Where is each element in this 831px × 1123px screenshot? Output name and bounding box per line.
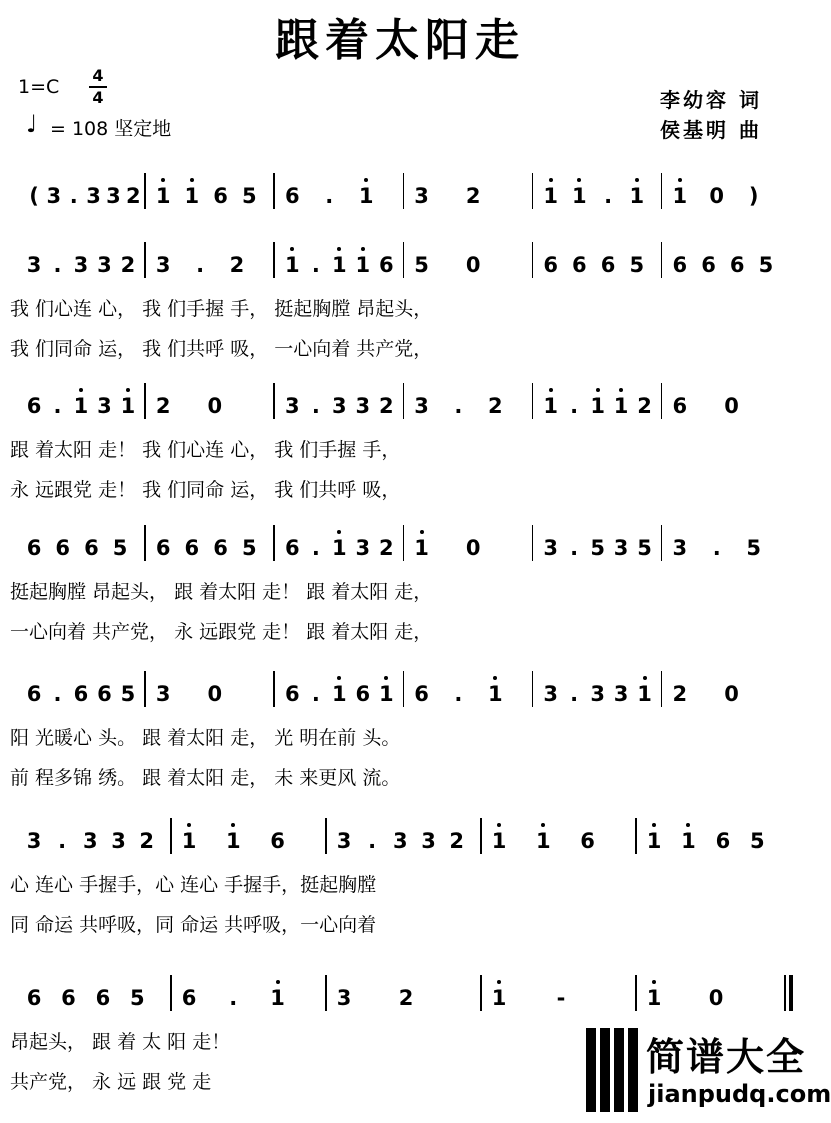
score-note: 0 (207, 682, 223, 706)
score-note: 6 (580, 829, 595, 853)
bar-line (532, 671, 534, 707)
score-note: 3 (393, 829, 408, 853)
score-note: 6 (26, 536, 42, 560)
score-note: 6 (378, 253, 394, 277)
score-note: 6 (95, 986, 111, 1010)
bar-line (480, 975, 482, 1011)
score-note: 2 (126, 184, 141, 208)
score-note: 3 (106, 184, 121, 208)
bar-line (273, 383, 275, 419)
score-note: 1 (629, 184, 645, 208)
score-note: 5 (758, 253, 774, 277)
lyricist-credit: 李幼容 词 (660, 88, 762, 112)
score-note: 5 (746, 536, 761, 560)
score-note: 2 (120, 253, 136, 277)
score-note: 6 (61, 986, 76, 1010)
score-note: 6 (270, 829, 285, 853)
score-note: 1 (543, 184, 558, 208)
score-note: 6 (97, 682, 112, 706)
score-note: 6 (55, 536, 71, 560)
score-note: 0 (465, 253, 481, 277)
score-note: 3 (590, 682, 605, 706)
final-bar-line (784, 975, 786, 1011)
score-note: . (53, 394, 62, 418)
bar-line (325, 975, 327, 1011)
song-title: 跟着太阳走 (275, 15, 525, 66)
tempo-marking: = 108 坚定地 (50, 118, 172, 140)
score-note: 6 (355, 682, 371, 706)
piano-key-icon (600, 1028, 610, 1112)
score-note: 5 (629, 253, 645, 277)
score-note: 1 (184, 184, 200, 208)
high-octave-dot (549, 388, 553, 392)
score-note: 0 (207, 394, 223, 418)
score-note: 1 (487, 682, 503, 706)
lyric-line: 一心向着 共产党， 永 远跟党 走！ 跟 着太阳 走， (10, 621, 433, 643)
score-note: 3 (331, 394, 347, 418)
score-note: 1 (491, 986, 507, 1010)
high-octave-dot (231, 823, 235, 827)
score-note: 3 (285, 394, 300, 418)
score-note: . (196, 253, 205, 277)
score-note: 1 (120, 394, 136, 418)
score-note: 2 (378, 394, 394, 418)
bar-line (635, 818, 637, 854)
score-note: . (69, 184, 78, 208)
score-note: 5 (590, 536, 605, 560)
score-note: 6 (84, 536, 99, 560)
lyric-line: 阳 光暖心 头。 跟 着太阳 走， 光 明在前 头。 (10, 727, 401, 749)
score-note: . (311, 253, 320, 277)
bar-line (532, 525, 534, 561)
score-note: 6 (414, 682, 429, 706)
score-note: 1 (613, 394, 629, 418)
bar-line (532, 242, 534, 278)
score-note: . (454, 682, 463, 706)
score-note: - (556, 986, 566, 1010)
score-note: . (53, 253, 62, 277)
bar-line (144, 173, 146, 209)
score-note: 6 (213, 184, 228, 208)
lyric-line: 我 们心连 心， 我 们手握 手， 挺起胸膛 昂起头， (10, 298, 433, 320)
high-octave-dot (290, 247, 294, 251)
score-note: 5 (241, 536, 257, 560)
score-note: 3 (613, 536, 629, 560)
score-note: 6 (715, 829, 731, 853)
bar-line (325, 818, 327, 854)
score-note: 2 (465, 184, 481, 208)
score-note: 1 (637, 682, 652, 706)
high-octave-dot (364, 178, 368, 182)
bar-line (403, 671, 405, 707)
score-note: . (311, 682, 320, 706)
score-note: 6 (543, 253, 558, 277)
bar-line (273, 525, 275, 561)
score-note: 1 (646, 829, 662, 853)
score-note: 5 (112, 536, 128, 560)
bar-line (144, 383, 146, 419)
score-note: 3 (26, 253, 42, 277)
high-octave-dot (361, 247, 365, 251)
score-note: 1 (73, 394, 89, 418)
score-note: . (604, 184, 613, 208)
score-note: 2 (487, 394, 503, 418)
bar-line (480, 818, 482, 854)
score-note: 1 (331, 682, 347, 706)
bar-line (661, 383, 663, 419)
score-note: 1 (543, 394, 558, 418)
score-note: 6 (672, 394, 688, 418)
score-note: 3 (336, 829, 352, 853)
bar-line (273, 242, 275, 278)
bar-line (273, 671, 275, 707)
score-note: 2 (229, 253, 245, 277)
score-note: 6 (672, 253, 688, 277)
lyric-line: 我 们同命 运， 我 们共呼 吸， 一心向着 共产党， (10, 338, 433, 360)
score-note: 3 (46, 184, 62, 208)
score-note: . (570, 682, 579, 706)
high-octave-dot (497, 823, 501, 827)
lyric-line: 心 连心 手握手，心 连心 手握手，挺起胸膛 (10, 874, 377, 896)
score-note: 2 (139, 829, 155, 853)
score-note: ) (748, 184, 759, 208)
high-octave-dot (652, 823, 656, 827)
score-note: 3 (26, 829, 42, 853)
lyric-line: 共产党， 永 远 跟 党 走 (10, 1071, 212, 1093)
score-note: 2 (672, 682, 688, 706)
high-octave-dot (549, 178, 553, 182)
score-note: 1 (491, 829, 507, 853)
score-note: 6 (600, 253, 616, 277)
score-note: 6 (26, 394, 42, 418)
score-note: 6 (26, 986, 42, 1010)
time-signature-bottom: 4 (92, 88, 104, 107)
piano-key-icon (586, 1028, 596, 1112)
lyric-line: 挺起胸膛 昂起头， 跟 着太阳 走！ 跟 着太阳 走， (10, 581, 433, 603)
score-note: 1 (181, 829, 197, 853)
bar-line (661, 242, 663, 278)
high-octave-dot (337, 247, 341, 251)
high-octave-dot (384, 676, 388, 680)
score-note: 3 (97, 394, 112, 418)
score-note: 6 (729, 253, 745, 277)
time-signature-top: 4 (92, 66, 104, 85)
score-note: 3 (543, 536, 558, 560)
bar-line (170, 818, 172, 854)
high-octave-dot (577, 178, 581, 182)
piano-key-icon (614, 1028, 624, 1112)
bar-line (661, 525, 663, 561)
piano-key-icon (628, 1028, 638, 1112)
high-octave-dot (79, 388, 83, 392)
score-note: 3 (613, 682, 629, 706)
high-octave-dot (276, 980, 280, 984)
score-note: 1 (672, 184, 688, 208)
high-octave-dot (337, 676, 341, 680)
score-note: 3 (543, 682, 558, 706)
bar-line (144, 671, 146, 707)
score-note: 1 (358, 184, 374, 208)
bar-line (403, 173, 405, 209)
score-note: 3 (672, 536, 688, 560)
score-note: 0 (724, 394, 739, 418)
score-note: 2 (449, 829, 465, 853)
score-note: . (311, 536, 320, 560)
score-note: 6 (181, 986, 197, 1010)
logo-name: 简谱大全 (646, 1035, 807, 1079)
score-note: 3 (155, 253, 171, 277)
high-octave-dot (161, 178, 165, 182)
score-note: . (712, 536, 721, 560)
score-note: 6 (285, 184, 300, 208)
score-note: 0 (724, 682, 739, 706)
lyric-line: 跟 着太阳 走！ 我 们心连 心， 我 们手握 手， (10, 439, 401, 461)
bar-line (170, 975, 172, 1011)
high-octave-dot (497, 980, 501, 984)
lyric-line: 同 命运 共呼吸，同 命运 共呼吸，一心向着 (10, 914, 377, 936)
site-logo (578, 1022, 831, 1123)
key-signature: 1=C (18, 76, 60, 98)
score-note: . (229, 986, 238, 1010)
score-note: 0 (465, 536, 481, 560)
score-note: 1 (590, 394, 605, 418)
bar-line (403, 525, 405, 561)
score-note: 1 (535, 829, 551, 853)
score-note: 1 (646, 986, 662, 1010)
bar-line (273, 173, 275, 209)
bar-line (532, 173, 534, 209)
bar-line (403, 242, 405, 278)
score-note: 0 (708, 986, 724, 1010)
score-note: 3 (414, 184, 429, 208)
score-note: 1 (270, 986, 285, 1010)
high-octave-dot (619, 388, 623, 392)
score-note: 5 (750, 829, 765, 853)
score-note: . (454, 394, 463, 418)
score-note: . (368, 829, 377, 853)
score-note: 5 (241, 184, 257, 208)
high-octave-dot (541, 823, 545, 827)
tempo-note-icon: ♩ (26, 110, 38, 138)
score-note: 5 (414, 253, 429, 277)
score-note: 1 (225, 829, 241, 853)
score-note: . (311, 394, 320, 418)
bar-line (532, 383, 534, 419)
high-octave-dot (420, 530, 424, 534)
bar-line (144, 242, 146, 278)
score-note: 1 (285, 253, 300, 277)
bar-line (403, 383, 405, 419)
high-octave-dot (652, 980, 656, 984)
lyric-line: 前 程多锦 绣。 跟 着太阳 走， 未 来更风 流。 (10, 767, 401, 789)
score-note: 3 (97, 253, 112, 277)
score-note: 1 (155, 184, 171, 208)
bar-line (144, 525, 146, 561)
score-note: . (325, 184, 334, 208)
bar-line (661, 173, 663, 209)
score-note: 1 (331, 536, 347, 560)
lyric-line: 永 远跟党 走！ 我 们同命 运， 我 们共呼 吸， (10, 479, 401, 501)
composer-credit: 侯基明 曲 (660, 118, 762, 142)
score-note: 5 (120, 682, 136, 706)
high-octave-dot (493, 676, 497, 680)
score-note: 6 (184, 536, 200, 560)
logo-url: jianpudq.com (648, 1080, 831, 1108)
score-note: 3 (155, 682, 171, 706)
score-note: 6 (155, 536, 171, 560)
score-note: ( (29, 184, 39, 208)
score-note: 6 (73, 682, 89, 706)
score-note: . (58, 829, 67, 853)
score-note: 5 (130, 986, 145, 1010)
score-note: 3 (336, 986, 352, 1010)
bar-line (635, 975, 637, 1011)
score-note: 3 (421, 829, 436, 853)
score-note: 1 (572, 184, 587, 208)
score-note: 0 (709, 184, 725, 208)
score-note: 2 (637, 394, 652, 418)
high-octave-dot (635, 178, 639, 182)
high-octave-dot (187, 823, 191, 827)
score-note: . (53, 682, 62, 706)
score-note: . (570, 394, 579, 418)
score-note: 6 (701, 253, 716, 277)
score-note: 1 (681, 829, 696, 853)
score-note: 6 (285, 536, 300, 560)
score-note: 3 (73, 253, 89, 277)
score-note: 6 (213, 536, 228, 560)
high-octave-dot (190, 178, 194, 182)
high-octave-dot (678, 178, 682, 182)
score-note: 1 (355, 253, 371, 277)
final-bar-line (789, 975, 793, 1011)
score-note: 3 (355, 536, 371, 560)
score-note: 6 (572, 253, 587, 277)
score-note: 6 (285, 682, 300, 706)
score-note: 1 (378, 682, 394, 706)
score-note: 3 (86, 184, 101, 208)
score-note: 2 (155, 394, 171, 418)
high-octave-dot (596, 388, 600, 392)
score-note: 5 (637, 536, 652, 560)
score-note: 3 (414, 394, 429, 418)
score-note: 2 (398, 986, 414, 1010)
high-octave-dot (337, 530, 341, 534)
high-octave-dot (126, 388, 130, 392)
score-note: . (570, 536, 579, 560)
high-octave-dot (643, 676, 647, 680)
score-note: 1 (414, 536, 429, 560)
bar-line (661, 671, 663, 707)
score-note: 3 (83, 829, 98, 853)
score-note: 3 (355, 394, 371, 418)
score-note: 1 (331, 253, 347, 277)
score-note: 2 (378, 536, 394, 560)
high-octave-dot (686, 823, 690, 827)
score-note: 6 (26, 682, 42, 706)
lyric-line: 昂起头， 跟 着 太 阳 走！ (10, 1031, 231, 1053)
score-note: 3 (111, 829, 126, 853)
